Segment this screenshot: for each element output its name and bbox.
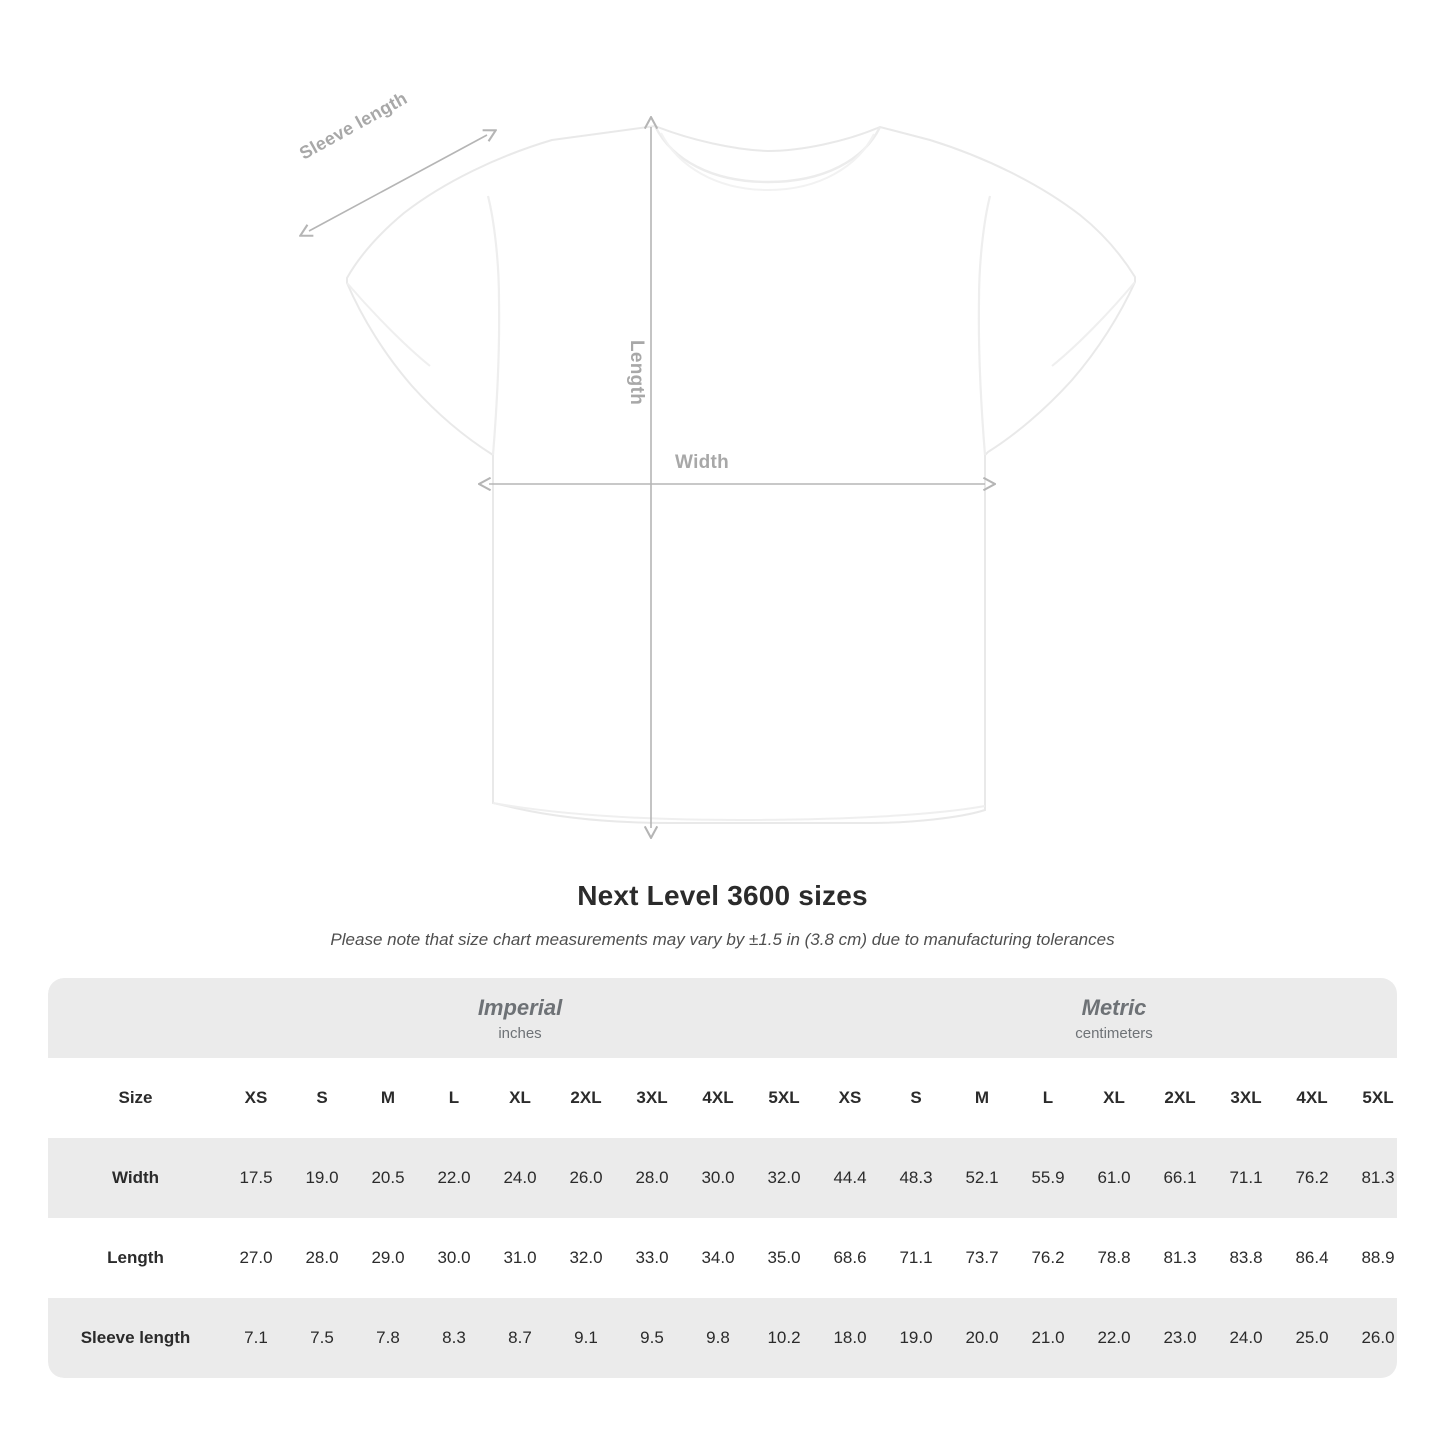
size-table: [48, 978, 1397, 1378]
cell-sleeve-imperial: 7.8: [355, 1298, 421, 1378]
size-header-cell: XS: [817, 1058, 883, 1138]
size-header-cell: 4XL: [1279, 1058, 1345, 1138]
unit-header-spacer: [48, 978, 223, 1058]
cell-sleeve-metric: 23.0: [1147, 1298, 1213, 1378]
title-block: [0, 880, 1445, 950]
cell-sleeve-imperial: 9.1: [553, 1298, 619, 1378]
table-row: [48, 1298, 1397, 1378]
cell-sleeve-metric: 21.0: [1015, 1298, 1081, 1378]
cell-length-metric: 71.1: [883, 1218, 949, 1298]
size-header-cell: 3XL: [619, 1058, 685, 1138]
size-header-cell: S: [289, 1058, 355, 1138]
unit-sub-metric: centimeters: [1075, 1025, 1153, 1043]
cell-sleeve-imperial: 8.7: [487, 1298, 553, 1378]
size-header-label: Size: [48, 1058, 223, 1138]
cell-length-imperial: 30.0: [421, 1218, 487, 1298]
size-header-cell: 5XL: [1345, 1058, 1397, 1138]
unit-group-metric: [817, 978, 1397, 1058]
unit-header-row: [48, 978, 1397, 1058]
row-label-width: Width: [48, 1138, 223, 1218]
cell-width-metric: 52.1: [949, 1138, 1015, 1218]
size-header-cell: L: [1015, 1058, 1081, 1138]
cell-sleeve-metric: 19.0: [883, 1298, 949, 1378]
cell-length-imperial: 27.0: [223, 1218, 289, 1298]
cell-sleeve-metric: 25.0: [1279, 1298, 1345, 1378]
cell-sleeve-imperial: 9.8: [685, 1298, 751, 1378]
cell-length-imperial: 29.0: [355, 1218, 421, 1298]
cell-sleeve-imperial: 7.1: [223, 1298, 289, 1378]
cell-width-metric: 44.4: [817, 1138, 883, 1218]
width-label: Width: [675, 452, 730, 473]
size-header-cell: S: [883, 1058, 949, 1138]
cell-width-imperial: 22.0: [421, 1138, 487, 1218]
cell-sleeve-metric: 20.0: [949, 1298, 1015, 1378]
unit-group-imperial: [223, 978, 817, 1058]
cell-width-imperial: 26.0: [553, 1138, 619, 1218]
cell-length-imperial: 32.0: [553, 1218, 619, 1298]
cell-sleeve-imperial: 8.3: [421, 1298, 487, 1378]
cell-width-metric: 81.3: [1345, 1138, 1397, 1218]
row-label-sleeve-length: Sleeve length: [48, 1298, 223, 1378]
cell-length-metric: 78.8: [1081, 1218, 1147, 1298]
length-label: Length: [626, 340, 647, 406]
size-header-cell: XL: [1081, 1058, 1147, 1138]
size-header-cell: 5XL: [751, 1058, 817, 1138]
cell-sleeve-metric: 22.0: [1081, 1298, 1147, 1378]
cell-width-imperial: 30.0: [685, 1138, 751, 1218]
cell-width-imperial: 24.0: [487, 1138, 553, 1218]
cell-length-metric: 73.7: [949, 1218, 1015, 1298]
size-header-cell: 2XL: [1147, 1058, 1213, 1138]
shirt-shape: [347, 126, 1135, 823]
cell-sleeve-imperial: 7.5: [289, 1298, 355, 1378]
cell-length-imperial: 31.0: [487, 1218, 553, 1298]
cell-length-imperial: 35.0: [751, 1218, 817, 1298]
row-label-length: Length: [48, 1218, 223, 1298]
cell-sleeve-imperial: 9.5: [619, 1298, 685, 1378]
table-row: [48, 1138, 1397, 1218]
cell-width-metric: 71.1: [1213, 1138, 1279, 1218]
cell-sleeve-imperial: 10.2: [751, 1298, 817, 1378]
page-title: Next Level 3600 sizes: [577, 880, 868, 911]
unit-name-metric: Metric: [1081, 994, 1147, 1020]
cell-length-metric: 81.3: [1147, 1218, 1213, 1298]
cell-width-metric: 66.1: [1147, 1138, 1213, 1218]
cell-width-imperial: 28.0: [619, 1138, 685, 1218]
sleeve-length-label: Sleeve length: [296, 87, 411, 164]
size-header-row: [48, 1058, 1397, 1138]
cell-length-imperial: 34.0: [685, 1218, 751, 1298]
size-header-cell: XL: [487, 1058, 553, 1138]
cell-width-metric: 55.9: [1015, 1138, 1081, 1218]
cell-length-imperial: 33.0: [619, 1218, 685, 1298]
size-header-cell: XS: [223, 1058, 289, 1138]
size-header-cell: 3XL: [1213, 1058, 1279, 1138]
size-header-cell: 2XL: [553, 1058, 619, 1138]
unit-sub-imperial: inches: [498, 1025, 542, 1043]
cell-width-imperial: 17.5: [223, 1138, 289, 1218]
table-row: [48, 1218, 1397, 1298]
size-header-cell: 4XL: [685, 1058, 751, 1138]
cell-length-metric: 86.4: [1279, 1218, 1345, 1298]
cell-length-metric: 83.8: [1213, 1218, 1279, 1298]
cell-length-imperial: 28.0: [289, 1218, 355, 1298]
cell-width-imperial: 32.0: [751, 1138, 817, 1218]
size-header-cell: M: [949, 1058, 1015, 1138]
tolerance-note: Please note that size chart measurements may vary by ±1.5 in (3.8 cm) due to manufacturing tolerances: [330, 930, 1115, 949]
cell-width-metric: 61.0: [1081, 1138, 1147, 1218]
cell-sleeve-metric: 26.0: [1345, 1298, 1397, 1378]
cell-width-metric: 48.3: [883, 1138, 949, 1218]
cell-length-metric: 88.9: [1345, 1218, 1397, 1298]
size-header-cell: L: [421, 1058, 487, 1138]
cell-length-metric: 68.6: [817, 1218, 883, 1298]
unit-name-imperial: Imperial: [477, 994, 563, 1020]
cell-length-metric: 76.2: [1015, 1218, 1081, 1298]
size-table-container: [48, 978, 1397, 1378]
cell-sleeve-metric: 24.0: [1213, 1298, 1279, 1378]
cell-sleeve-metric: 18.0: [817, 1298, 883, 1378]
cell-width-metric: 76.2: [1279, 1138, 1345, 1218]
size-header-cell: M: [355, 1058, 421, 1138]
cell-width-imperial: 20.5: [355, 1138, 421, 1218]
cell-width-imperial: 19.0: [289, 1138, 355, 1218]
